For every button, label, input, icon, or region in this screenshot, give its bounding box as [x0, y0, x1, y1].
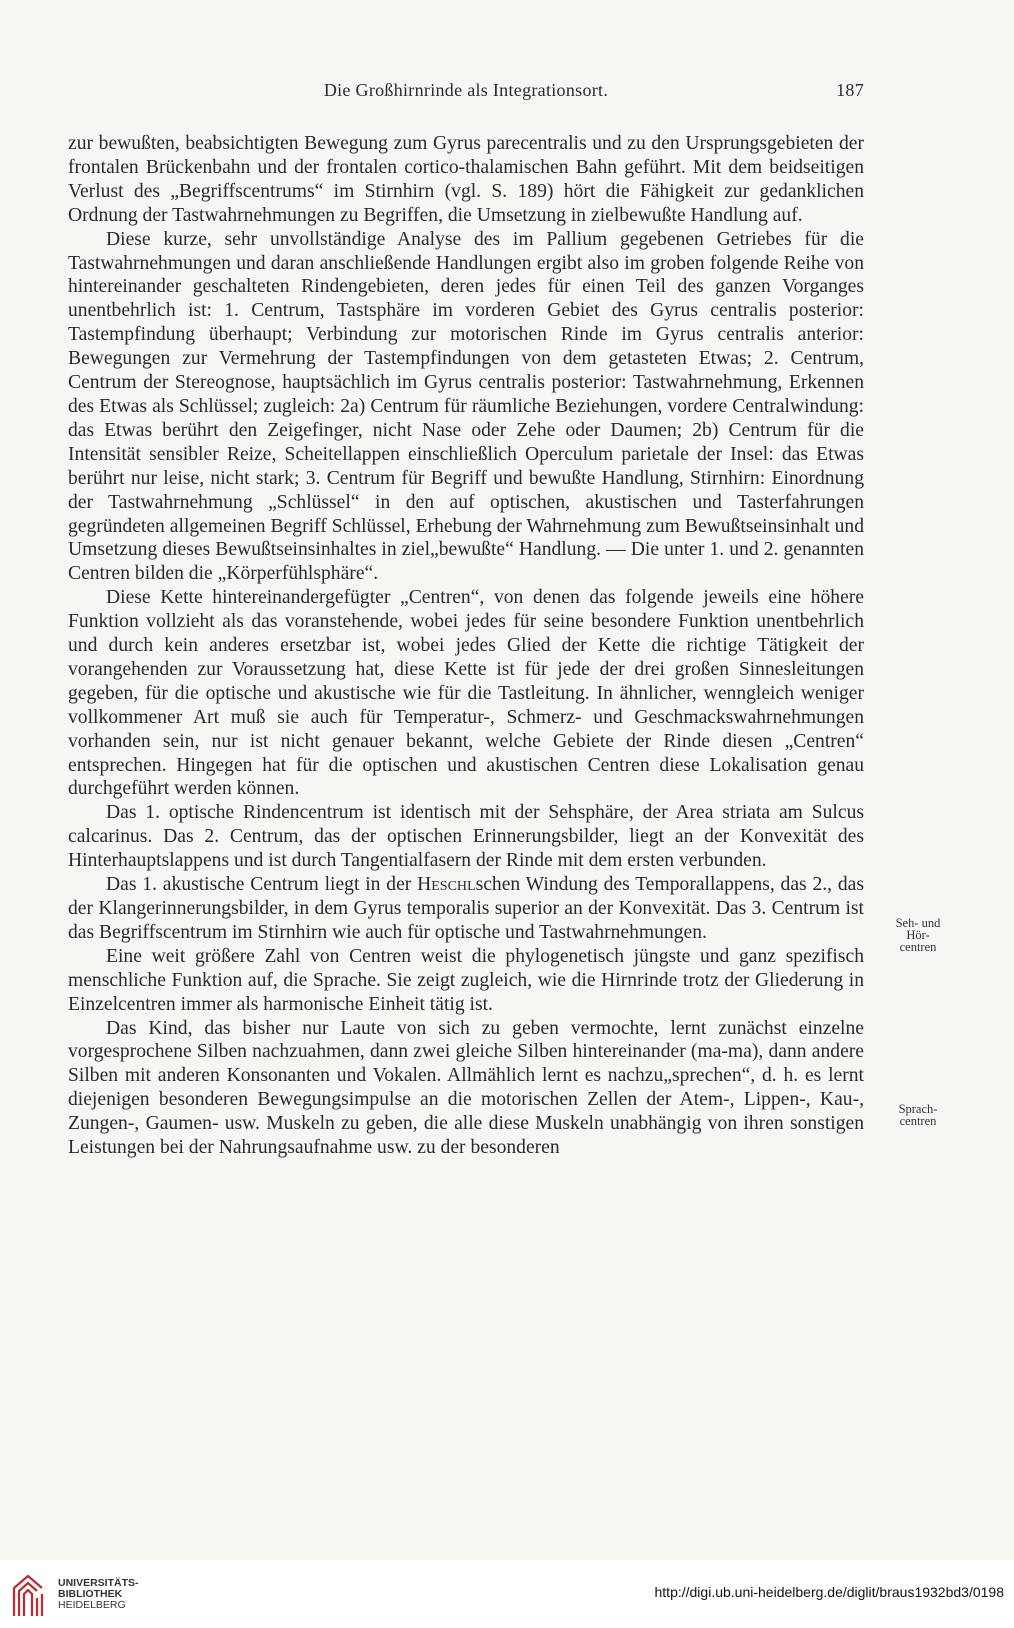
paragraph-5-after: schen Windung des Temporallappens, das 2., das der Klangerinnerungsbilder, in dem Gyrus temporalis superior an der Konvexität. Das 3. Centrum ist das Begriffscentrum im Stirnhirn wie auch für optische und Tastwahrnehmungen. [68, 874, 864, 943]
library-logo-icon [10, 1572, 46, 1618]
paragraph-5-before: Das 1. akustische Centrum liegt in der [106, 874, 418, 896]
library-name-line: UNIVERSITÄTS- [58, 1577, 139, 1589]
margin-note-line: centren [899, 1114, 937, 1128]
paragraph-5 [68, 873, 864, 945]
running-head [68, 80, 864, 106]
paragraph-1: zur bewußten, beabsichtigten Bewegung zum Gyrus parecentralis und zu den Ursprungsgebieten der frontalen Brückenbahn und der frontalen cortico-thalamischen Bahn geführt. Mit dem beidseitigen Verlust des „Begriffscentrums“ im Stirnhirn (vgl. S. 189) hört die Fähigkeit zur gedanklichen Ordnung der Tastwahrnehmungen zu Begriffen, die Umsetzung in zielbewußte Handlung auf. [68, 133, 864, 226]
page-number: 187 [836, 80, 864, 100]
paragraph-3: Diese Kette hintereinandergefügter „Centren“, von denen das folgende jeweils eine höhere Funktion vollzieht als das voranstehende, wobei jedes für seine besondere Funktion unentbehrlich und durch kein anderes ersetzbar ist, wobei jedes Glied der Kette die richtige Tätigkeit der vorangehenden zur Voraussetzung hat, diese Kette ist für jede der drei großen Sinnesleitungen gegeben, für die optische und akustische wie für die Tastleitung. In ähnlicher, wenngleich weniger vollkommener Art muß sie auch für Temperatur-, Schmerz- und Geschmackswahrnehmungen vorhanden sein, nur ist nicht genauer bekannt, welche Gebiete der Rinde diesen „Centren“ entsprechen. Hingegen hat für die optischen und akustischen Centren diese Lokalisation genau durchgeführt werden können. [68, 587, 864, 800]
margin-note-line: centren [899, 940, 937, 954]
footer-bar [0, 1560, 1014, 1628]
paragraph-4: Das 1. optische Rindencentrum ist identisch mit der Sehsphäre, der Area striata am Sulcus calcarinus. Das 2. Centrum, das der optischen Erinnerungsbilder, liegt an der Konvexität des Hinterhauptslappens und ist durch Tangentialfasern der Rinde mit dem ersten verbunden. [68, 802, 864, 872]
margin-note-line: Hör- [906, 928, 930, 942]
author-name: Heschl [417, 874, 476, 896]
body-text [68, 132, 864, 1160]
paragraph-6: Eine weit größere Zahl von Centren weist die phylogenetisch jüngste und ganz spezifisch menschliche Funktion auf, die Sprache. Sie zeigt zugleich, wie die Hirnrinde trotz der Gliederung in Einzelcentren immer als harmonische Einheit tätig ist. [68, 945, 864, 1015]
paragraph-2: Diese kurze, sehr unvollständige Analyse des im Pallium gegebenen Getriebes für die Tastwahrnehmungen und daran anschließende Handlungen ergibt also im groben folgende Reihe von hintereinander geschalteten Rindengebieten, deren jedes für einen Teil des ganzen Vorganges unentbehrlich ist: 1. Centrum, Tastsphäre im vorderen Gebiet des Gyrus centralis posterior: Tastempfindung überhaupt; Verbindung zur motorischen Rinde im Gyrus centralis anterior: Bewegungen zur Vermehrung der Tastempfindungen von dem getasteten Etwas; 2. Centrum, Centrum der Stereognose, hauptsächlich im Gyrus centralis posterior: Tastwahrnehmung, Erkennen des Etwas als Schlüssel; zugleich: 2a) Centrum für räumliche Beziehungen, vordere Centralwindung: das Etwas berührt den Zeigefinger, nicht Nase oder Zehe oder Daumen; 2b) Centrum für die Intensität sensibler Reize, Scheitellappen einschließlich Operculum parietale der Insel: das Etwas berührt nur leise, nicht stark; 3. Centrum für Begriff und bewußte Handlung, Stirnhirn: Einordnung der Tastwahrnehmung „Schlüssel“ in den auf optischen, akustischen und Tasterfahrungen gegründeten allgemeinen Begriff Schlüssel, Erhebung der Wahrnehmung zum Bewußtseinsinhalt und Umsetzung dieses Bewußtseinsinhaltes in ziel„bewußte“ Handlung. — Die unter 1. und 2. genannten Centren bilden die „Körperfühlsphäre“. [68, 228, 864, 585]
margin-note-line: Seh- und [895, 916, 941, 930]
library-name [58, 1578, 139, 1611]
paragraph-7: Das Kind, das bisher nur Laute von sich zu geben vermochte, lernt zunächst einzelne vorgesprochene Silben nachzuahmen, dann zwei gleiche Silben hintereinander (ma-ma), dann andere Silben mit anderen Konsonanten und Vokalen. Allmählich lernt es nachzu„sprechen“, d. h. es lernt diejenigen besonderen Bewegungsimpulse an die motorischen Zellen der Atem-, Lippen-, Kau-, Zungen-, Gaumen- usw. Muskeln zu geben, die alle diese Muskeln unabhängig von ihren sonstigen Leistungen bei der Nahrungsaufnahme usw. zu der besonderen [68, 1017, 864, 1159]
margin-note-line: Sprach- [898, 1102, 938, 1116]
library-name-line: HEIDELBERG [58, 1599, 126, 1611]
margin-note-seh-hoer-centren [876, 917, 960, 953]
library-name-line: BIBLIOTHEK [58, 1588, 123, 1600]
running-title: Die Großhirnrinde als Integrationsort. [323, 80, 609, 100]
source-url-link[interactable]: http://digi.ub.uni-heidelberg.de/diglit/braus1932bd3/0198 [654, 1584, 1004, 1600]
margin-note-sprachcentren [876, 1103, 960, 1127]
